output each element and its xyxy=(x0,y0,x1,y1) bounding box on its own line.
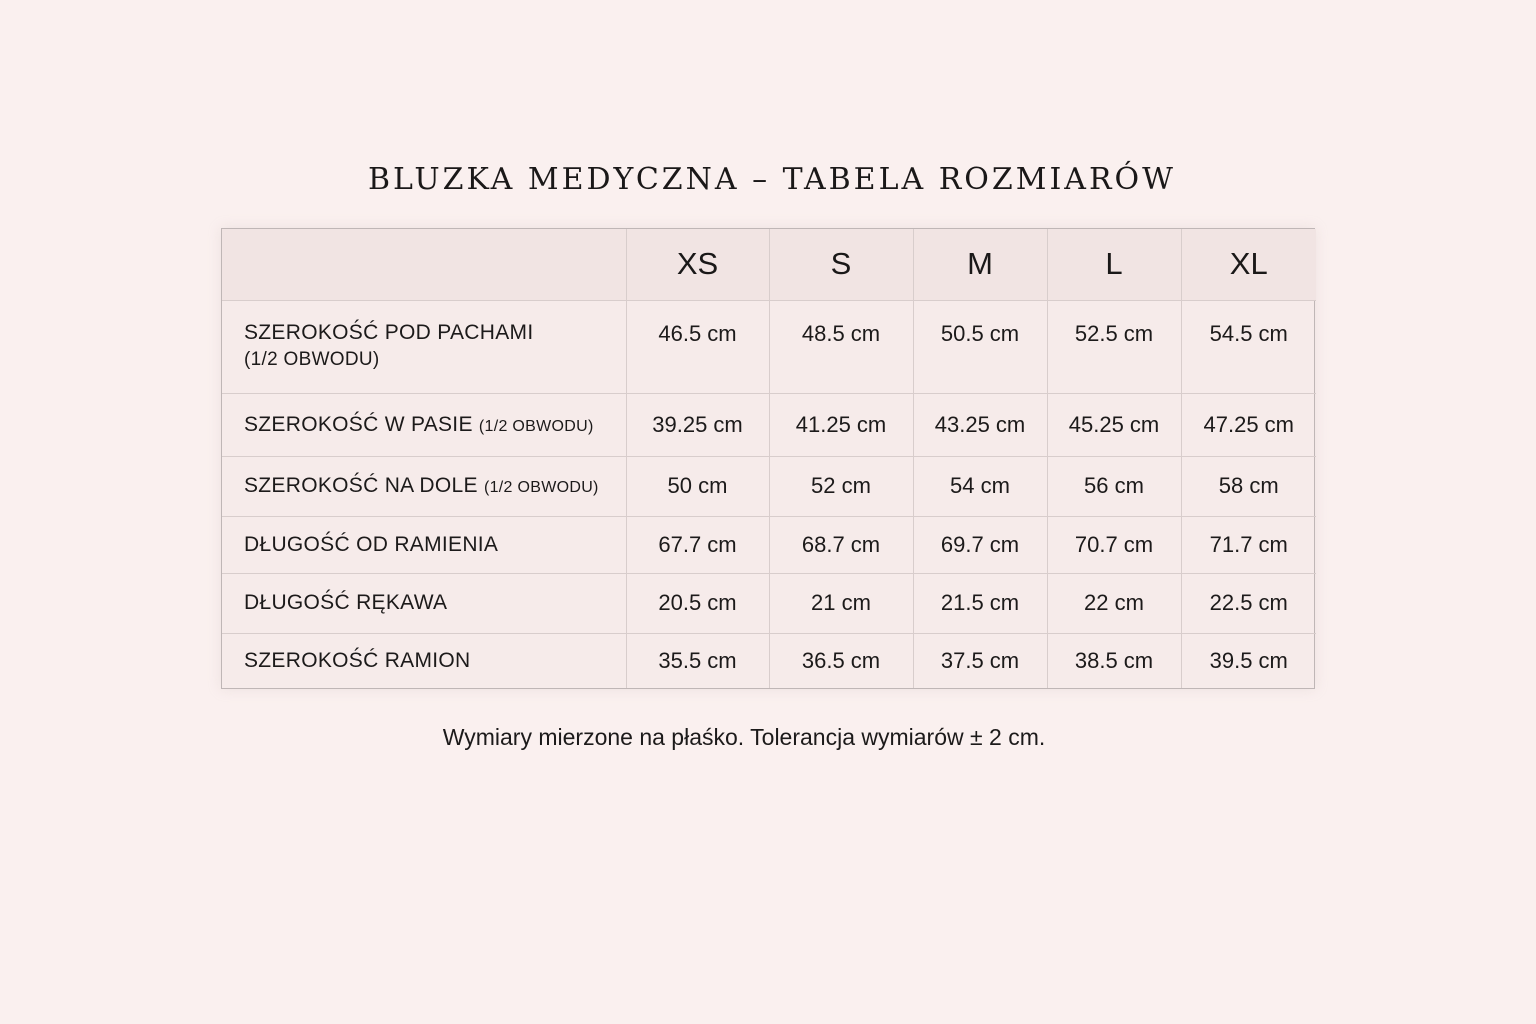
measurement-footnote: Wymiary mierzone na płaśko. Tolerancja wymiarów ± 2 cm. xyxy=(442,724,1046,750)
row-label xyxy=(222,300,626,393)
row-label-text: DŁUGOŚĆ RĘKAWA xyxy=(244,591,448,614)
column-header-m: M xyxy=(913,229,1047,300)
table-header-corner xyxy=(222,229,626,300)
table-cell-l: 70.7 cm xyxy=(1047,516,1181,573)
column-header-s: S xyxy=(769,229,913,300)
table-cell-s: 48.5 cm xyxy=(769,300,913,393)
table-row xyxy=(222,393,1316,456)
column-header-xs: XS xyxy=(626,229,769,300)
table-cell-m: 37.5 cm xyxy=(913,633,1047,688)
size-table-container xyxy=(221,228,1315,689)
table-header-row xyxy=(222,229,1316,300)
row-label-subtext: (1/2 OBWODU) xyxy=(244,348,380,370)
table-cell-m: 54 cm xyxy=(913,456,1047,516)
table-cell-l: 22 cm xyxy=(1047,573,1181,633)
row-label-note: (1/2 OBWODU) xyxy=(478,417,594,435)
table-cell-m: 43.25 cm xyxy=(913,393,1047,456)
column-header-xl: XL xyxy=(1181,229,1316,300)
row-label xyxy=(222,393,626,456)
row-label-text: SZEROKOŚĆ POD PACHAMI xyxy=(244,320,534,344)
row-label-note: (1/2 OBWODU) xyxy=(483,479,599,496)
table-cell-s: 36.5 cm xyxy=(769,633,913,688)
table-cell-s: 21 cm xyxy=(769,573,913,633)
table-cell-l: 45.25 cm xyxy=(1047,393,1181,456)
table-cell-xs: 46.5 cm xyxy=(626,300,769,393)
table-cell-xl: 22.5 cm xyxy=(1181,573,1316,633)
table-cell-xs: 50 cm xyxy=(626,456,769,516)
row-label xyxy=(222,516,626,573)
table-cell-xl: 54.5 cm xyxy=(1181,300,1316,393)
table-cell-s: 41.25 cm xyxy=(769,393,913,456)
table-cell-m: 69.7 cm xyxy=(913,516,1047,573)
table-cell-xl: 58 cm xyxy=(1181,456,1316,516)
row-label xyxy=(222,573,626,633)
table-cell-xl: 71.7 cm xyxy=(1181,516,1316,573)
table-row xyxy=(222,633,1316,688)
table-cell-m: 21.5 cm xyxy=(913,573,1047,633)
row-label-text: SZEROKOŚĆ NA DOLE xyxy=(244,474,478,497)
table-cell-l: 38.5 cm xyxy=(1047,633,1181,688)
table-row xyxy=(222,456,1316,516)
row-label xyxy=(222,456,626,516)
row-label xyxy=(222,633,626,688)
page-title: BLUZKA MEDYCZNA – TABELA ROZMIARÓW xyxy=(368,162,1176,197)
table-cell-s: 52 cm xyxy=(769,456,913,516)
table-row xyxy=(222,300,1316,393)
size-table xyxy=(222,229,1316,688)
table-cell-xs: 67.7 cm xyxy=(626,516,769,573)
row-label-text: SZEROKOŚĆ W PASIE xyxy=(244,412,473,436)
table-cell-m: 50.5 cm xyxy=(913,300,1047,393)
table-cell-l: 52.5 cm xyxy=(1047,300,1181,393)
table-cell-s: 68.7 cm xyxy=(769,516,913,573)
row-label-text: DŁUGOŚĆ OD RAMIENIA xyxy=(244,532,499,556)
table-row xyxy=(222,573,1316,633)
table-cell-l: 56 cm xyxy=(1047,456,1181,516)
table-row xyxy=(222,516,1316,573)
table-cell-xl: 47.25 cm xyxy=(1181,393,1316,456)
row-label-text: SZEROKOŚĆ RAMION xyxy=(244,648,471,672)
table-cell-xs: 20.5 cm xyxy=(626,573,769,633)
table-cell-xs: 35.5 cm xyxy=(626,633,769,688)
column-header-l: L xyxy=(1047,229,1181,300)
table-cell-xs: 39.25 cm xyxy=(626,393,769,456)
table-cell-xl: 39.5 cm xyxy=(1181,633,1316,688)
